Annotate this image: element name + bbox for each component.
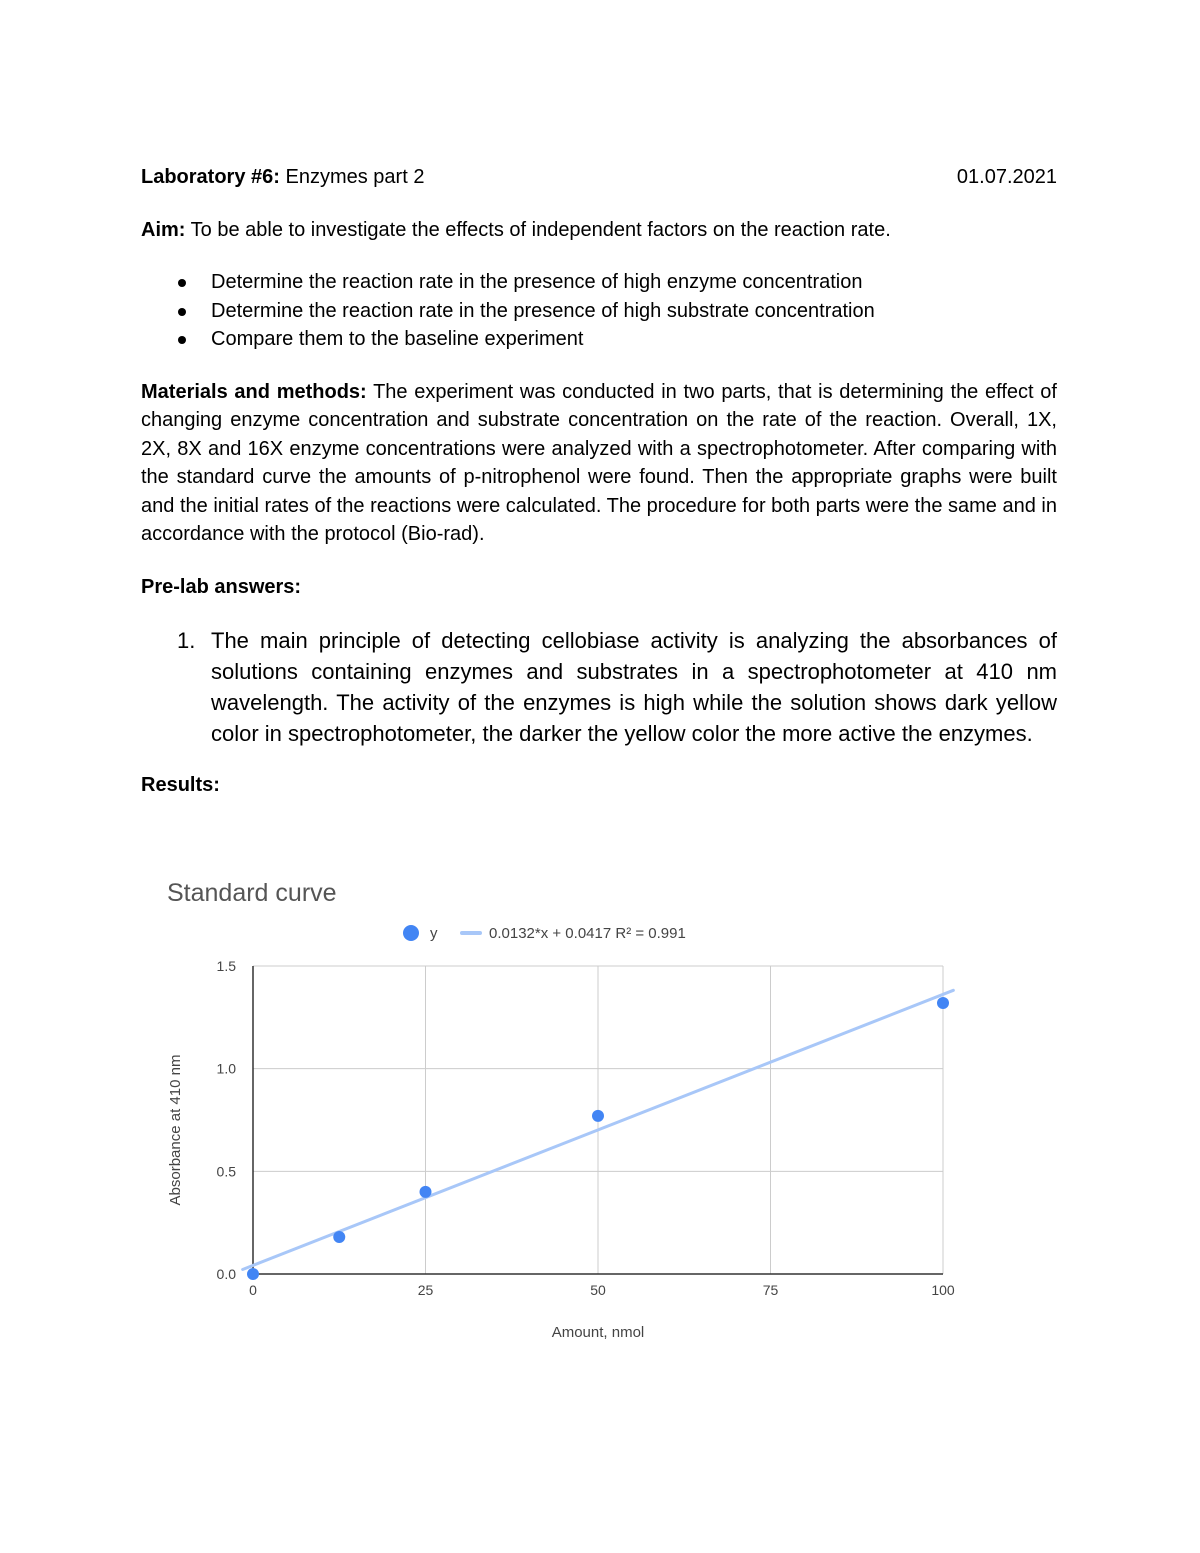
bullet-icon (178, 279, 186, 287)
y-tick-label: 1.5 (216, 958, 236, 974)
lab-title-text: Enzymes part 2 (285, 166, 425, 188)
methods-label: Materials and methods: (141, 380, 367, 403)
aim-label: Aim: (141, 218, 186, 241)
list-item: Compare them to the baseline experiment (141, 325, 1057, 354)
chart-svg (160, 870, 960, 1350)
y-tick-label: 0.5 (216, 1163, 236, 1180)
prelab-heading: Pre-lab answers: (141, 575, 302, 598)
bullet-icon (178, 336, 186, 344)
y-axis-label: Absorbance at 410 nm (167, 1054, 184, 1206)
legend-label-points: y (430, 925, 438, 942)
x-tick-label: 75 (762, 1282, 779, 1298)
x-tick-label: 0 (249, 1282, 257, 1298)
y-tick-label: 1.0 (216, 1060, 236, 1077)
list-item (141, 625, 1057, 749)
goals-list (141, 268, 1057, 354)
aim-paragraph (141, 216, 1057, 245)
lab-title (141, 163, 424, 192)
methods-text: The experiment was conducted in two parts, that is determining the effect of changing enzyme concentration and substrate concentration on the rate of the reaction. Overall, 1X, 2X, 8X and 16X enzyme concentrations were analyzed with a spectrophotometer. After comparing with the standard curve the amounts of p-nitrophenol were found. Then the appropriate graphs were built and the initial rates of the reactions were calculated. The procedure for both parts were the same and in accordance with the protocol (Bio-rad). (141, 380, 1057, 545)
chart-title: Standard curve (167, 879, 337, 907)
y-tick-label: 0.0 (216, 1266, 236, 1282)
x-axis-label: Amount, nmol (551, 1324, 645, 1341)
document-body (141, 163, 1057, 800)
data-point (247, 1268, 259, 1280)
bullet-icon (178, 308, 186, 316)
data-point (592, 1110, 604, 1122)
methods-paragraph (141, 378, 1057, 549)
list-item: Determine the reaction rate in the presence of high substrate concentration (141, 297, 1057, 326)
data-point (420, 1186, 432, 1198)
x-tick-label: 100 (931, 1282, 955, 1298)
lab-label: Laboratory #6: (141, 166, 280, 188)
list-item: Determine the reaction rate in the presence of high enzyme concentration (141, 268, 1057, 297)
legend-label-trendline: 0.0132*x + 0.0417 R² = 0.991 (489, 925, 686, 942)
legend-marker-points (403, 925, 419, 941)
x-tick-label: 50 (590, 1282, 606, 1298)
lab-date: 01.07.2021 (956, 166, 1057, 188)
title-row (141, 163, 1057, 192)
x-tick-label: 25 (417, 1282, 434, 1298)
data-point (937, 997, 949, 1009)
data-point (333, 1231, 345, 1243)
prelab-answers-list (141, 625, 1057, 749)
answer-text: The main principle of detecting cellobiase activity is analyzing the absorbances of solutions containing enzymes and substrates in a spectrophotometer at 410 nm wavelength. The activity of the enzymes is high while the solution shows dark yellow color in spectrophotometer, the darker the yellow color the more active the enzymes. (211, 628, 1057, 746)
results-heading: Results: (141, 774, 220, 796)
standard-curve-chart (160, 870, 960, 1350)
answer-number: 1. (177, 628, 196, 653)
aim-text: To be able to investigate the effects of independent factors on the reaction rate. (190, 218, 891, 241)
